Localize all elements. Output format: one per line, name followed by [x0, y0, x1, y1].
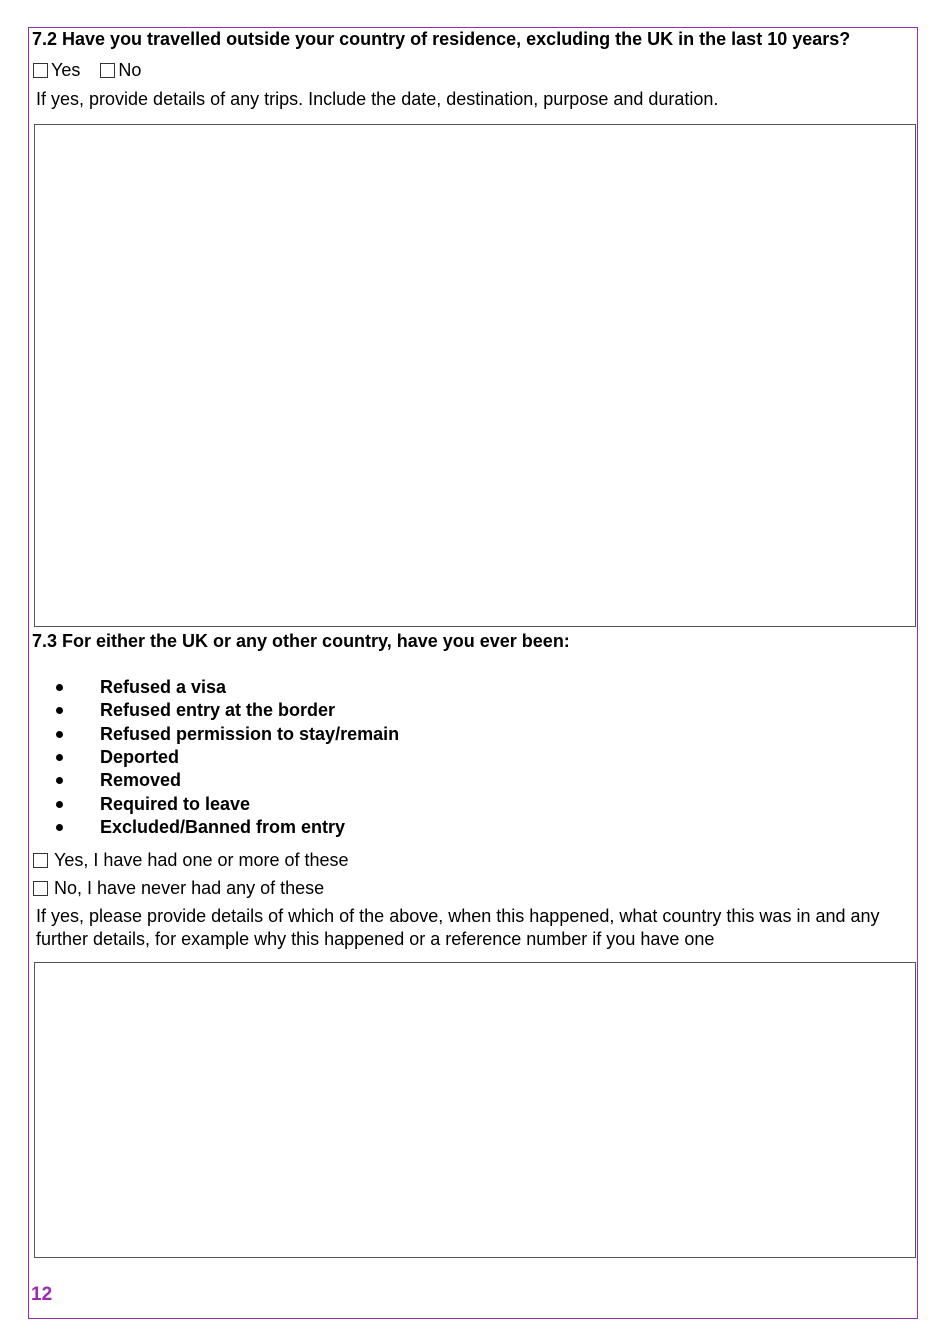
list-item-text: Refused entry at the border	[100, 700, 336, 721]
list-item-text: Deported	[100, 747, 180, 768]
list-item-text: Excluded/Banned from entry	[100, 816, 346, 837]
answer-box-7-3[interactable]	[34, 962, 916, 1258]
list-item	[52, 699, 399, 722]
checkbox-7-3-yes[interactable]	[33, 853, 48, 868]
checkbox-7-2-yes[interactable]	[33, 63, 48, 78]
question-7-2-options	[33, 60, 141, 81]
checkbox-7-2-no[interactable]	[100, 63, 115, 78]
list-item-text: Refused permission to stay/remain	[100, 723, 400, 744]
list-item	[52, 816, 399, 839]
refusal-types-list	[52, 676, 399, 839]
list-item	[52, 769, 399, 792]
bullet-icon	[56, 754, 63, 761]
list-item	[52, 792, 399, 815]
checkbox-7-3-yes-label: Yes, I have had one or more of these	[54, 850, 349, 870]
answer-box-7-2[interactable]	[34, 124, 916, 627]
page-number: 12	[31, 1284, 53, 1305]
bullet-icon	[56, 801, 63, 808]
bullet-icon	[56, 777, 63, 784]
list-item	[52, 676, 399, 699]
question-7-3-instruction: If yes, please provide details of which of the above, when this happened, what country this was in and any further details, for example why this happened or a reference number if you have one	[36, 906, 880, 949]
checkbox-7-2-yes-label: Yes	[51, 60, 81, 80]
bullet-icon	[56, 731, 63, 738]
question-7-2-instruction: If yes, provide details of any trips. Include the date, destination, purpose and duration.	[36, 89, 719, 109]
checkbox-row-7-3-yes	[33, 850, 349, 871]
list-item-text: Refused a visa	[100, 677, 227, 698]
bullet-icon	[56, 707, 63, 714]
checkbox-row-7-3-no	[33, 878, 324, 899]
list-item-text: Required to leave	[100, 793, 251, 814]
list-item	[52, 746, 399, 769]
question-7-3-title: 7.3 For either the UK or any other country, have you ever been:	[32, 631, 570, 651]
list-item-text: Removed	[100, 770, 182, 791]
bullet-icon	[56, 684, 63, 691]
list-item	[52, 723, 399, 746]
bullet-icon	[56, 824, 63, 831]
checkbox-7-2-no-label: No	[118, 60, 142, 80]
checkbox-7-3-no-label: No, I have never had any of these	[54, 878, 325, 898]
checkbox-7-3-no[interactable]	[33, 881, 48, 896]
question-7-2-title: 7.2 Have you travelled outside your country of residence, excluding the UK in the last 10 years?	[32, 29, 851, 49]
